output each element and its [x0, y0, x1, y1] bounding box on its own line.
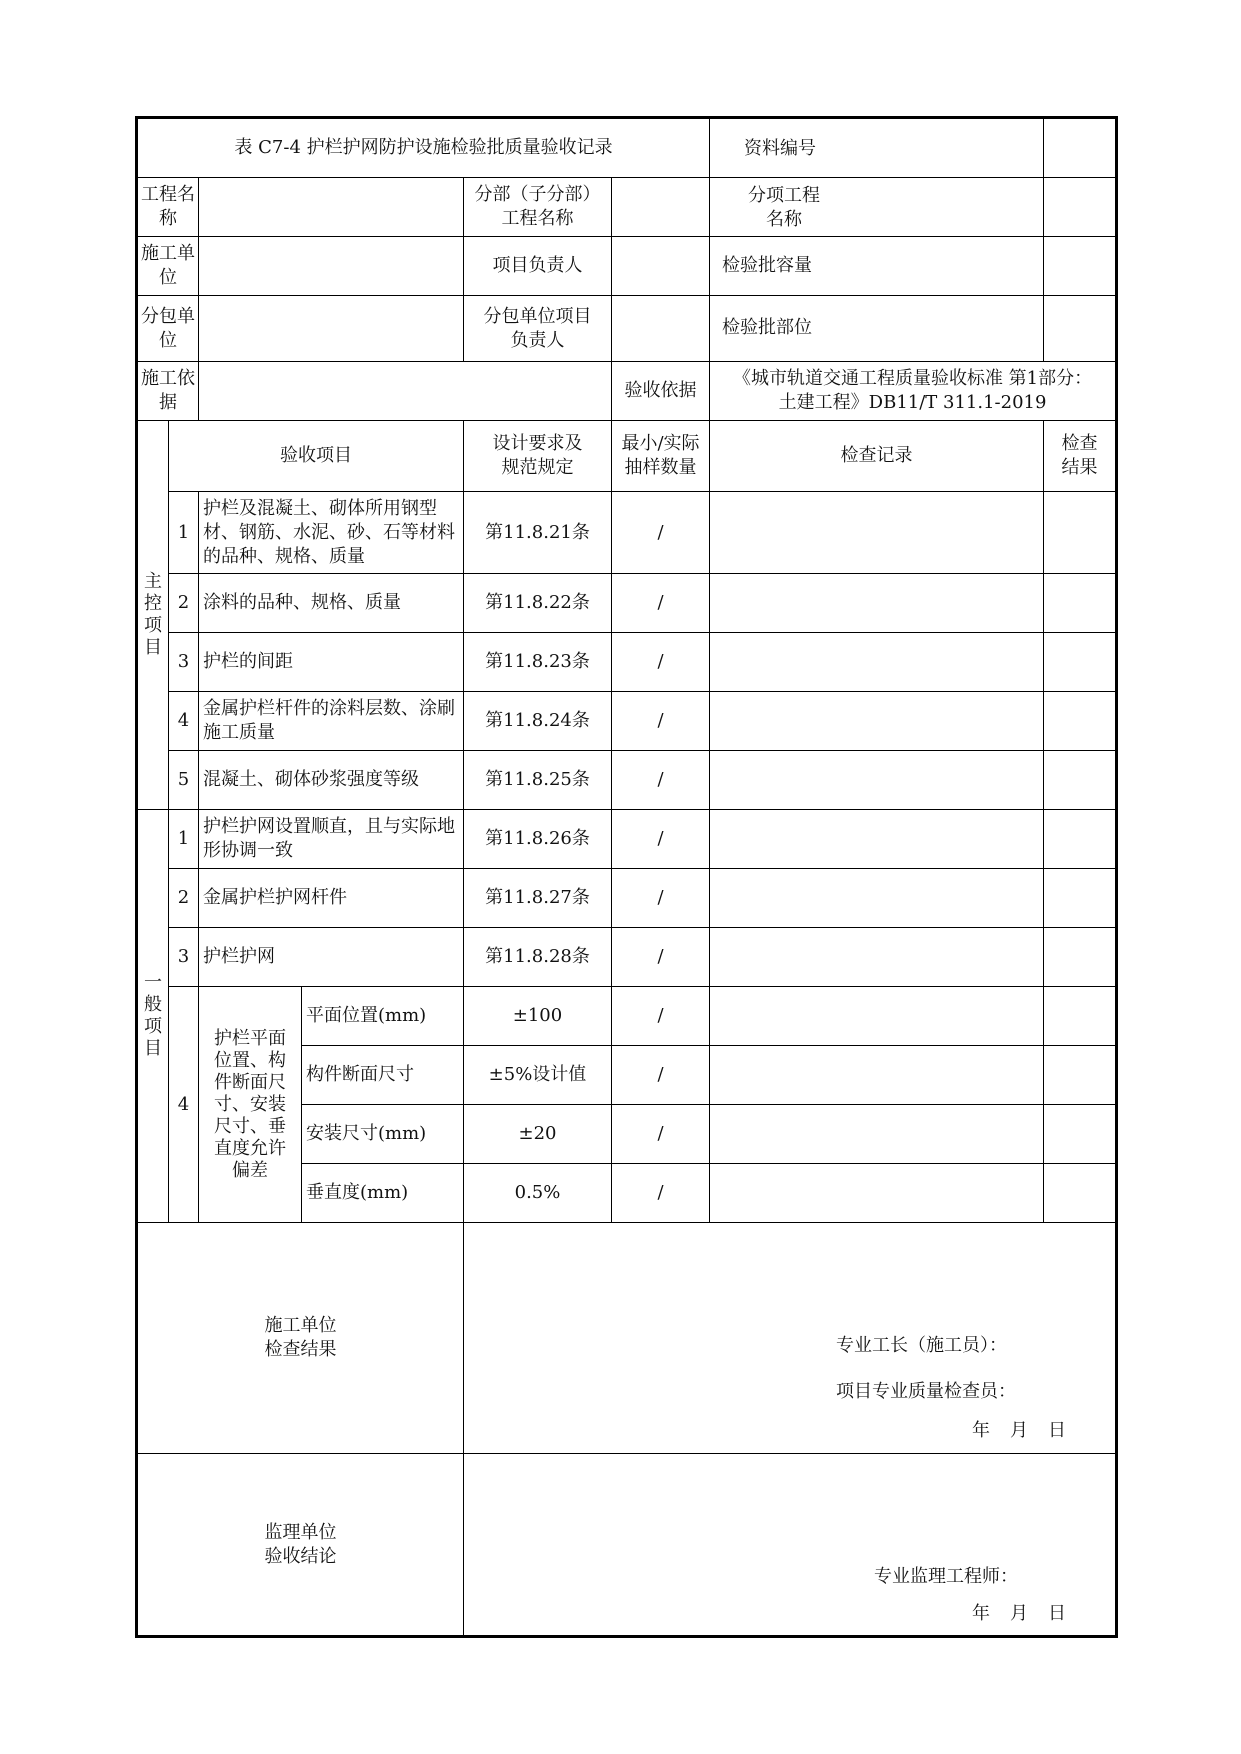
construction-basis-label: 施工依据: [137, 362, 199, 421]
main-row-sample: /: [612, 633, 710, 692]
main-row-no: 2: [169, 574, 199, 633]
subcontractor-manager-label: 分包单位项目 负责人: [464, 296, 612, 362]
tolerance-sub-item: 垂直度(mm): [302, 1164, 464, 1223]
project-manager-value[interactable]: [612, 237, 710, 296]
subcontractor-manager-value[interactable]: [612, 296, 710, 362]
main-row-spec: 第11.8.22条: [464, 574, 612, 633]
doc-no-value[interactable]: [1044, 118, 1117, 178]
general-row-item: 护栏护网: [199, 928, 464, 987]
main-row-item: 护栏及混凝土、砌体所用钢型材、钢筋、水泥、砂、石等材料的品种、规格、质量: [199, 492, 464, 574]
inspection-record-table: [135, 116, 1118, 1638]
main-row-result[interactable]: [1044, 751, 1117, 810]
subcontractor-label: 分包单位: [137, 296, 199, 362]
main-row-spec: 第11.8.24条: [464, 692, 612, 751]
construction-unit-value[interactable]: [199, 237, 464, 296]
tolerance-result[interactable]: [1044, 1164, 1117, 1223]
tolerance-record[interactable]: [710, 1046, 1044, 1105]
col-header-result: 检查 结果: [1044, 421, 1117, 492]
supervision-date: 年 月 日: [972, 1603, 1068, 1624]
general-row-record[interactable]: [710, 869, 1044, 928]
col-header-design: 设计要求及 规范规定: [464, 421, 612, 492]
tolerance-result[interactable]: [1044, 987, 1117, 1046]
construction-unit-label: 施工单位: [137, 237, 199, 296]
main-row-spec: 第11.8.23条: [464, 633, 612, 692]
main-row-result[interactable]: [1044, 633, 1117, 692]
main-row-record[interactable]: [710, 692, 1044, 751]
main-row-item: 金属护栏杆件的涂料层数、涂刷施工质量: [199, 692, 464, 751]
main-row-record[interactable]: [710, 751, 1044, 810]
sub-division-label: 分部（子分部） 工程名称: [464, 178, 612, 237]
subcontractor-value[interactable]: [199, 296, 464, 362]
tolerance-no: 4: [169, 987, 199, 1223]
construction-check-area[interactable]: [464, 1223, 1117, 1454]
general-row-result[interactable]: [1044, 928, 1117, 987]
col-header-record: 检查记录: [710, 421, 1044, 492]
tolerance-sub-item: 安装尺寸(mm): [302, 1105, 464, 1164]
main-row-no: 3: [169, 633, 199, 692]
col-header-item: 验收项目: [169, 421, 464, 492]
batch-capacity-label: 检验批容量: [710, 237, 1044, 296]
main-row-sample: /: [612, 692, 710, 751]
batch-capacity-value[interactable]: [1044, 237, 1117, 296]
foreman-signature-label: 专业工长（施工员）：: [836, 1335, 1007, 1356]
tolerance-result[interactable]: [1044, 1046, 1117, 1105]
general-row-no: 3: [169, 928, 199, 987]
project-manager-label: 项目负责人: [464, 237, 612, 296]
tolerance-sample: /: [612, 1105, 710, 1164]
main-row-record[interactable]: [710, 633, 1044, 692]
general-row-result[interactable]: [1044, 810, 1117, 869]
tolerance-record[interactable]: [710, 1105, 1044, 1164]
main-row-item: 涂料的品种、规格、质量: [199, 574, 464, 633]
supervision-engineer-signature-label: 专业监理工程师：: [874, 1566, 1018, 1587]
tolerance-spec: ±5%设计值: [464, 1046, 612, 1105]
tolerance-sample: /: [612, 1046, 710, 1105]
general-row-spec: 第11.8.27条: [464, 869, 612, 928]
tolerance-result[interactable]: [1044, 1105, 1117, 1164]
sub-item-label: 分项工程 名称: [710, 178, 1044, 237]
batch-location-value[interactable]: [1044, 296, 1117, 362]
general-row-item: 护栏护网设置顺直，且与实际地形协调一致: [199, 810, 464, 869]
general-label: 一 般 项 目: [137, 810, 169, 1223]
acceptance-basis-label: 验收依据: [612, 362, 710, 421]
main-row-result[interactable]: [1044, 692, 1117, 751]
tolerance-sub-item: 构件断面尺寸: [302, 1046, 464, 1105]
main-row-sample: /: [612, 574, 710, 633]
sub-item-value[interactable]: [1044, 178, 1117, 237]
main-row-sample: /: [612, 751, 710, 810]
project-name-label: 工程名称: [137, 178, 199, 237]
general-row-no: 1: [169, 810, 199, 869]
batch-location-label: 检验批部位: [710, 296, 1044, 362]
main-row-spec: 第11.8.21条: [464, 492, 612, 574]
supervision-label: 监理单位 验收结论: [137, 1454, 464, 1637]
main-control-label: 主 控 项 目: [137, 421, 169, 810]
tolerance-sample: /: [612, 1164, 710, 1223]
tolerance-record[interactable]: [710, 1164, 1044, 1223]
main-row-spec: 第11.8.25条: [464, 751, 612, 810]
main-row-no: 4: [169, 692, 199, 751]
acceptance-basis-value: 《城市轨道交通工程质量验收标准 第1部分： 土建工程》DB11/T 311.1-2019: [710, 362, 1117, 421]
general-row-no: 2: [169, 869, 199, 928]
tolerance-spec: ±100: [464, 987, 612, 1046]
main-row-record[interactable]: [710, 574, 1044, 633]
main-row-item: 护栏的间距: [199, 633, 464, 692]
main-row-result[interactable]: [1044, 574, 1117, 633]
tolerance-spec: 0.5%: [464, 1164, 612, 1223]
main-row-sample: /: [612, 492, 710, 574]
form-title: 表 C7-4 护栏护网防护设施检验批质量验收记录: [137, 118, 710, 178]
supervision-area[interactable]: [464, 1454, 1117, 1637]
main-row-record[interactable]: [710, 492, 1044, 574]
tolerance-sample: /: [612, 987, 710, 1046]
tolerance-group-label: 护栏平面 位置、构 件断面尺 寸、安装 尺寸、垂 直度允许 偏差: [199, 987, 302, 1223]
general-row-sample: /: [612, 869, 710, 928]
general-row-sample: /: [612, 810, 710, 869]
general-row-spec: 第11.8.28条: [464, 928, 612, 987]
tolerance-spec: ±20: [464, 1105, 612, 1164]
tolerance-record[interactable]: [710, 987, 1044, 1046]
sub-division-value[interactable]: [612, 178, 710, 237]
general-row-result[interactable]: [1044, 869, 1117, 928]
main-row-item: 混凝土、砌体砂浆强度等级: [199, 751, 464, 810]
quality-inspector-signature-label: 项目专业质量检查员：: [836, 1381, 1016, 1402]
tolerance-sub-item: 平面位置(mm): [302, 987, 464, 1046]
construction-basis-value[interactable]: [199, 362, 612, 421]
main-row-result[interactable]: [1044, 492, 1117, 574]
general-row-sample: /: [612, 928, 710, 987]
project-name-value[interactable]: [199, 178, 464, 237]
construction-check-label: 施工单位 检查结果: [137, 1223, 464, 1454]
general-row-record[interactable]: [710, 928, 1044, 987]
general-row-item: 金属护栏护网杆件: [199, 869, 464, 928]
main-row-no: 1: [169, 492, 199, 574]
general-row-record[interactable]: [710, 810, 1044, 869]
construction-check-date: 年 月 日: [972, 1420, 1068, 1441]
general-row-spec: 第11.8.26条: [464, 810, 612, 869]
main-row-no: 5: [169, 751, 199, 810]
col-header-sample: 最小/实际 抽样数量: [612, 421, 710, 492]
doc-no-label: 资料编号: [710, 118, 1044, 178]
